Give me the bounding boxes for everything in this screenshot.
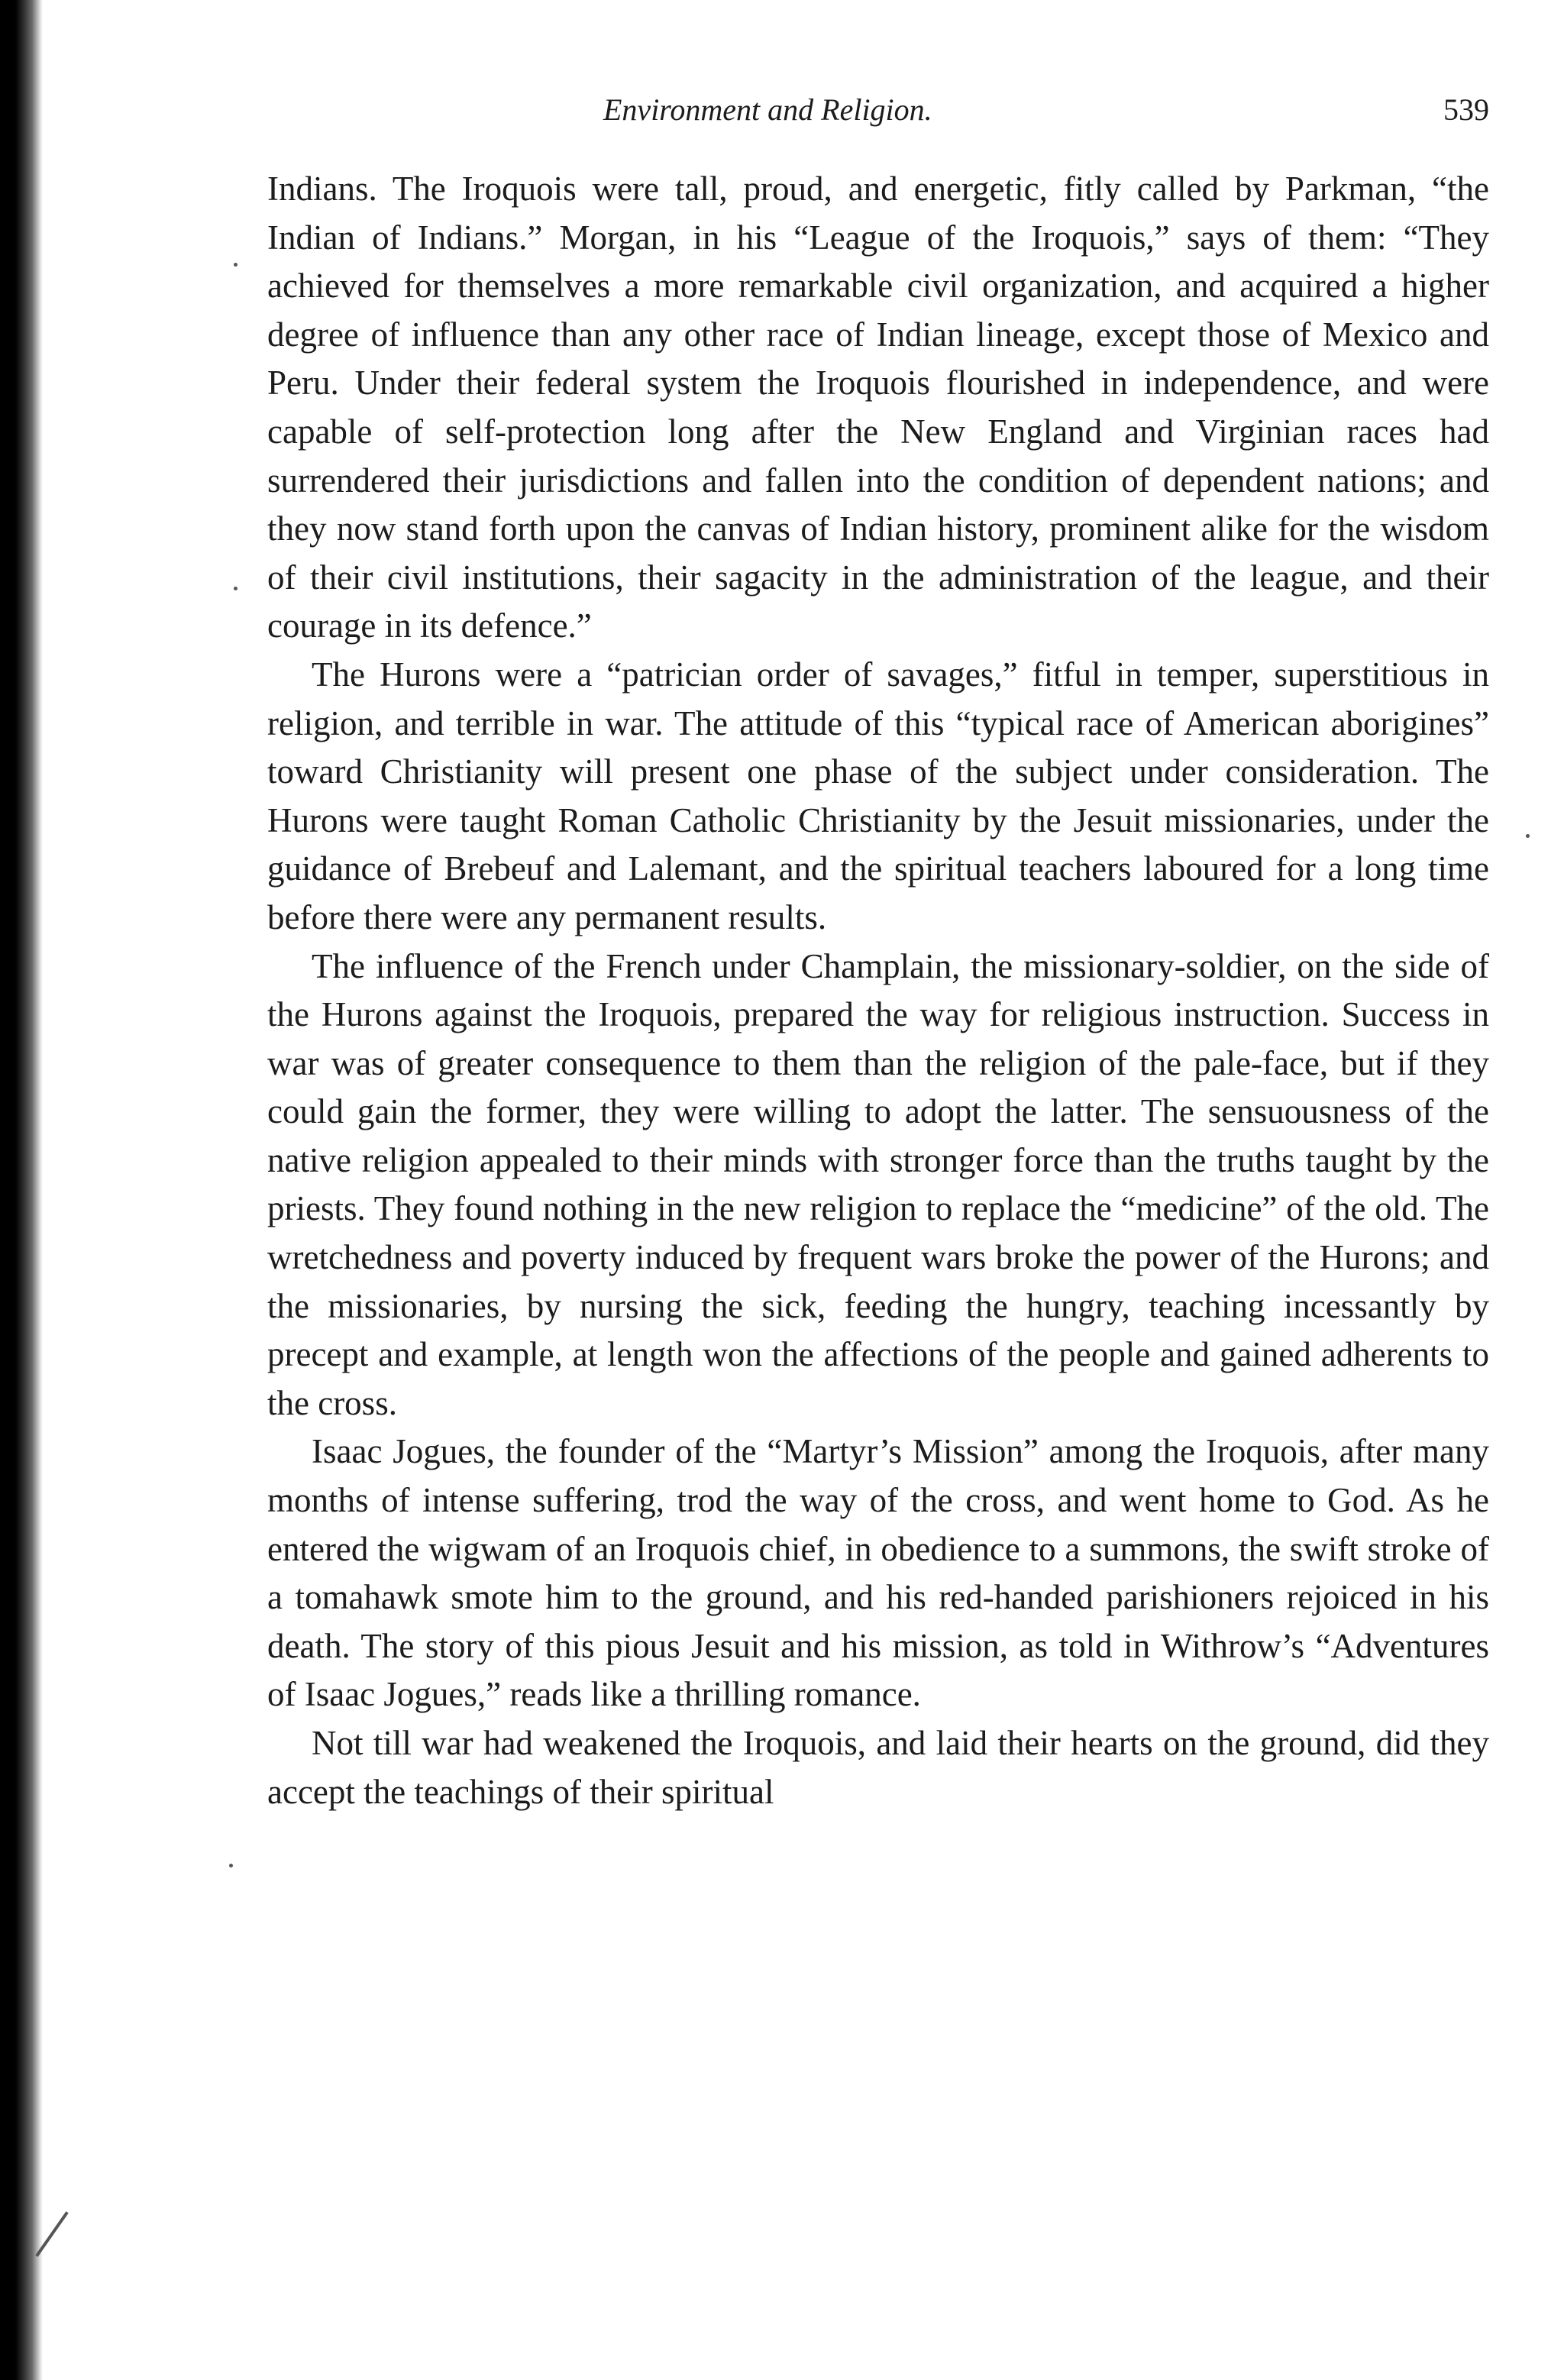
paragraph: Isaac Jogues, the founder of the “Martyr’s Mission” among the Iroquois, after many months of intense suffering, trod the way of the cross, and went home to God. As he entered the wigwam of an Iroquois chief, in obedience to a summons, the swift stroke of a tomahawk smote him to the ground, and his red-handed parishioners rejoiced in his death. The story of this pious Jesuit and his mission, as told in Withrow’s “Adventures of Isaac Jogues,” reads like a thrilling romance. [267,1432,1489,1714]
scan-speck [234,263,238,267]
paragraph: Indians. The Iroquois were tall, proud, and energetic, fitly called by Parkman, “the Indian of Indians.” Morgan, in his “League of the Iroquois,” says of them: “They achieved for themselves a more remarkable civil organization, and acquired a higher degree of influence than any other race of Indian lineage, except those of Mexico and Peru. Under their federal system the Iroquois flourished in independence, and were capable of self-protection long after the New England and Virginian races had surrendered their jurisdictions and fallen into the condition of dependent nations; and they now stand forth upon the canvas of Indian history, prominent alike for the wisdom of their civil institutions, their sagacity in the administration of the league, and their courage in its defence.” [267,170,1489,645]
paragraph: The Hurons were a “patrician order of savages,” fitful in temper, superstitious in religion, and terrible in war. The attitude of this “typical race of American aborigines” toward Christianity will present one phase of the subject under consideration. The Hurons were taught Roman Catholic Christianity by the Jesuit missionaries, under the guidance of Brebeuf and Lalemant, and the spiritual teachers laboured for a long time before there were any permanent results. [267,655,1489,936]
running-title: Environment and Religion. [603,92,932,127]
paragraph: The influence of the French under Champlain, the missionary-soldier, on the side of the Hurons against the Iroquois, prepared the way for religious instruction. Success in war was of greater consequence to them than the religion of the pale-face, but if they could gain the former, they were willing to adopt the latter. The sensuousness of the native religion appealed to their minds with stronger force than the truths taught by the priests. They found nothing in the new religion to replace the “medicine” of the old. The wretchedness and poverty induced by frequent wars broke the power of the Hurons; and the missionaries, by nursing the sick, feeding the hungry, teaching incessantly by precept and example, at length won the affections of the people and gained adherents to the cross. [267,946,1489,1422]
page-number: 539 [1443,92,1489,127]
scan-speck [229,1864,233,1867]
book-page [267,84,1489,1816]
scan-speck [1526,834,1530,838]
book-spine-shadow [0,0,43,2380]
running-head [267,84,1489,137]
body-text [267,165,1489,1816]
scan-speck [234,587,238,590]
paragraph: Not till war had weakened the Iroquois, and laid their hearts on the ground, did they accept the teachings of their spiritual [267,1724,1489,1811]
